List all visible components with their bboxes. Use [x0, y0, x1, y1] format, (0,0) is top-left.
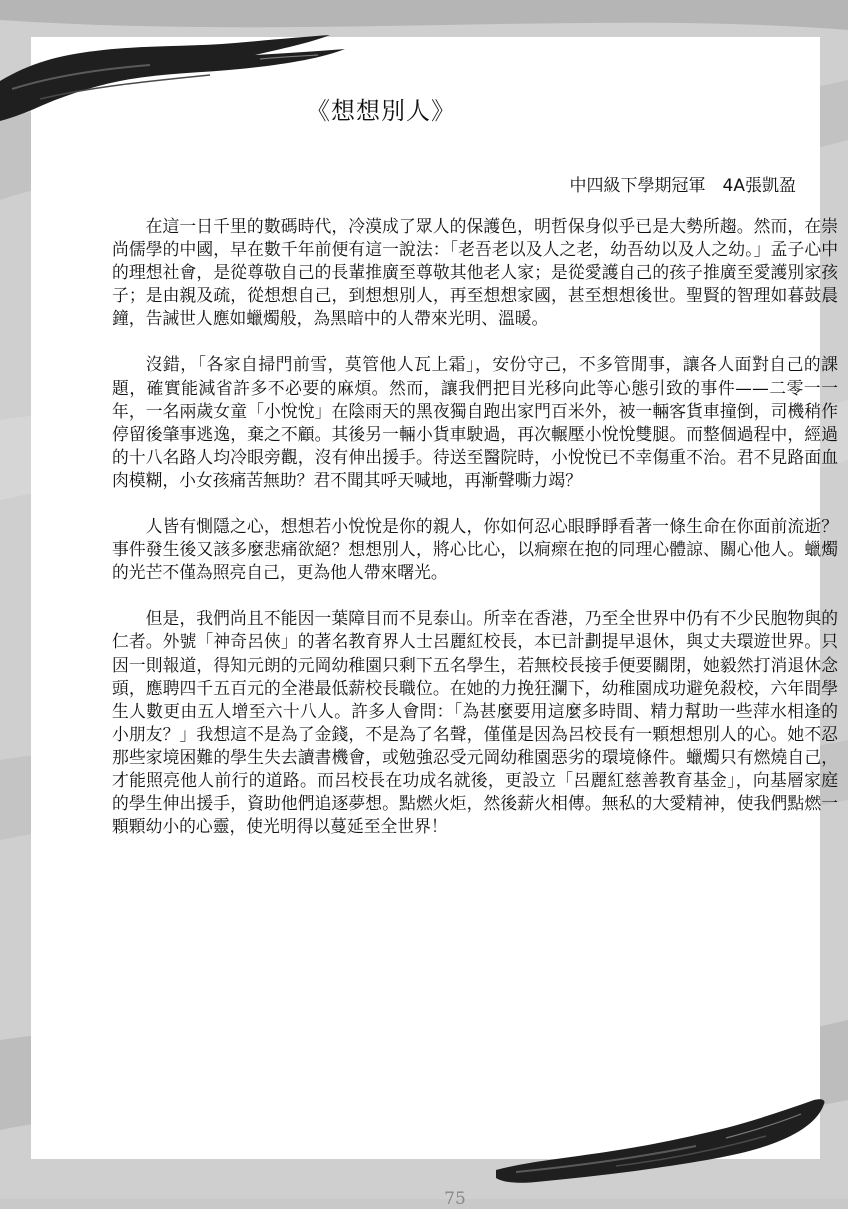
page-sheet: [31, 37, 838, 1209]
author-byline: 中四級下學期冠軍 4A張凱盈: [569, 176, 796, 196]
paragraph-1: 在這一日千里的數碼時代，冷漠成了眾人的保護色，明哲保身似乎已是大勢所趨。然而，在崇尚儒學的中國，早在數千年前便有這一說法：「老吾老以及人之老，幼吾幼以及人之幼。」孟子心中的理想社會，是從尊敬自己的長輩推廣至尊敬其他老人家；是從愛護自己的孩子推廣至愛護別家孩子；是由親及疏，從想想自己，到想想別人，再至想想家國，甚至想想後世。聖賢的智理如暮鼓晨鐘，告誡世人應如蠟燭般，為黑暗中的人帶來光明、溫暖。: [112, 216, 838, 329]
page-number: 75: [444, 1189, 466, 1209]
paragraph-2: 沒錯，「各家自掃門前雪，莫管他人瓦上霜」，安份守己，不多管閒事，讓各人面對自己的課題，確實能減省許多不必要的麻煩。然而，讓我們把目光移向此等心態引致的事件——二零一一年，一名兩歲女童「小悅悅」在陰雨天的黑夜獨自跑出家門百米外，被一輛客貨車撞倒，司機稍作停留後肇事逃逸，棄之不顧。其後另一輛小貨車駛過，再次輾壓小悅悅雙腿。而整個過程中，經過的十八名路人均冷眼旁觀，沒有伸出援手。待送至醫院時，小悅悅已不幸傷重不治。君不見路面血肉模糊，小女孩痛苦無助？君不聞其呼天喊地，再漸聲嘶力竭？: [112, 354, 838, 490]
essay-body: [112, 215, 838, 861]
essay-title: 《想想別人》: [306, 97, 456, 125]
paragraph-4: 但是，我們尚且不能因一葉障目而不見泰山。所幸在香港，乃至全世界中仍有不少民胞物與的仁者。外號「神奇呂俠」的著名教育界人士呂麗紅校長，本已計劃提早退休，與丈夫環遊世界。只因一則報道，得知元朗的元岡幼稚園只剩下五名學生，若無校長接手便要關閉，她毅然打消退休念頭，應聘四千五百元的全港最低薪校長職位。在她的力挽狂瀾下，幼稚園成功避免殺校，六年間學生人數更由五人增至六十八人。許多人會問：「為甚麼要用這麼多時間、精力幫助一些萍水相逢的小朋友？」我想這不是為了金錢，不是為了名聲，僅僅是因為呂校長有一顆想想別人的心。她不忍那些家境困難的學生失去讀書機會，或勉強忍受元岡幼稚園惡劣的環境條件。蠟燭只有燃燒自己，才能照亮他人前行的道路。而呂校長在功成名就後，更設立「呂麗紅慈善教育基金」，向基層家庭的學生伸出援手，資助他們追逐夢想。點燃火炬，然後薪火相傳。無私的大愛精神，使我們點燃一顆顆幼小的心靈，使光明得以蔓延至全世界！: [112, 608, 838, 837]
brush-stroke-bottom-right: [496, 1092, 826, 1187]
paragraph-3: 人皆有惻隱之心，想想若小悅悅是你的親人，你如何忍心眼睜睜看著一條生命在你面前流逝？事件發生後又該多麼悲痛欲絕？想想別人，將心比心，以痌瘝在抱的同理心體諒、關心他人。蠟燭的光芒不僅為照亮自己，更為他人帶來曙光。: [112, 516, 838, 583]
